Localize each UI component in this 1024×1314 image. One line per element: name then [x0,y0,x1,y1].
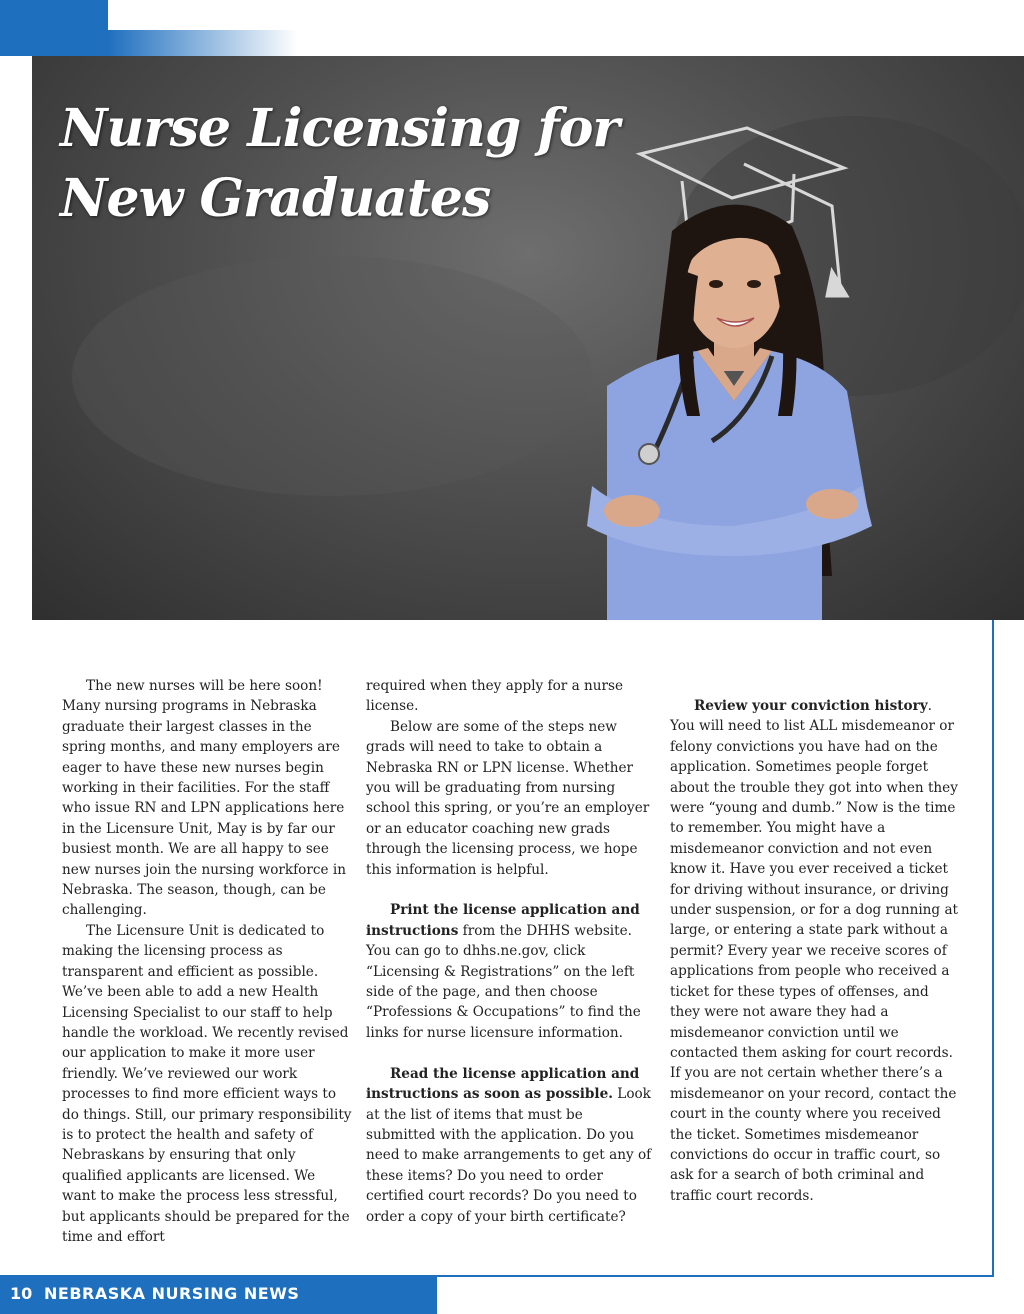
paragraph: The Licensure Unit is dedicated to making the licensing process as transparent and efficient as possible. We’ve been able to add a new Health Licensing Specialist to our staff to help handle the workload. We recently revised our application to make it more user friendly. We’ve reviewed our work processes to find more efficient ways to do things. Still, our primary responsibility is to protect the health and safety of Nebraskans by ensuring that only qualified applicants are licensed. We want to make the process less stressful, but applicants should be prepared for the time and effort [62,922,352,1245]
footer-bar [0,1275,437,1314]
article-title-line2: New Graduates [60,168,491,229]
corner-accent-block [0,0,108,56]
step-body: from the DHHS website. You can go to dhhs.ne.gov, click “Licensing & Registrations” on the left side of the page, and then choose “Professions & Occupations” to find the links for nurse licensure information. [366,922,641,1041]
publication-name: NEBRASKA NURSING NEWS [44,1284,300,1303]
article-column-1 [62,676,352,1247]
paragraph: Below are some of the steps new grads will need to take to obtain a Nebraska RN or LPN license. Whether you will be graduating from nursing school this spring, or you’re an employer or an educator coaching new grads through the licensing process, we hope this information is helpful. [366,718,650,878]
article-column-3 [670,676,960,1206]
page-number: 10 [10,1284,33,1303]
step-review-convictions [670,696,960,716]
article-title-line1: Nurse Licensing for [60,98,619,159]
header-gradient-bar [108,30,298,56]
step-body: Look at the list of items that must be submitted with the application. Do you need to make arrangements to get any of these items? Do you need to order certified court records? Do you need to order a copy of your birth certificate? [366,1086,652,1225]
step-heading: Print the license application and instructions [366,902,640,939]
article-column-2 [366,676,656,1227]
paragraph: required when they apply for a nurse license. [366,678,624,715]
step-print-application [366,900,656,1043]
step-body: You will need to list ALL misdemeanor or felony convictions you have had on the application. Sometimes people forget about the trouble they got into when they were “young and dumb.” Now is the time to remember. You might have a misdemeanor conviction and not even know it. Have you ever received a ticket for driving without insurance, or driving under suspension, or for a dog running at large, or entering a state park without a permit? Every year we receive scores of applications from people who received a ticket for these types of offenses, and they were not aware they had a misdemeanor conviction until we contacted them asking for court records. If you are not certain whether there’s a misdemeanor on your record, contact the court in the county where you received the ticket. Sometimes misdemeanor convictions do occur in traffic court, so ask for a search of both criminal and traffic court records. [670,718,959,1204]
article-title [60,94,619,234]
step-heading: Review your conviction history [694,698,928,714]
step-heading: Read the license application and instructions as soon as possible. [366,1065,640,1103]
paragraph: The new nurses will be here soon! Many nursing programs in Nebraska graduate their largest classes in the spring months, and many employers are eager to have these new nurses begin working in their facilities. For the staff who issue RN and LPN applications here in the Licensure Unit, May is by far our busiest month. We are all happy to see new nurses join the nursing workforce in Nebraska. The season, though, can be challenging. [62,678,346,919]
step-read-application [366,1064,656,1227]
step-heading-period: . [927,698,932,714]
hero-photo [32,56,1024,620]
